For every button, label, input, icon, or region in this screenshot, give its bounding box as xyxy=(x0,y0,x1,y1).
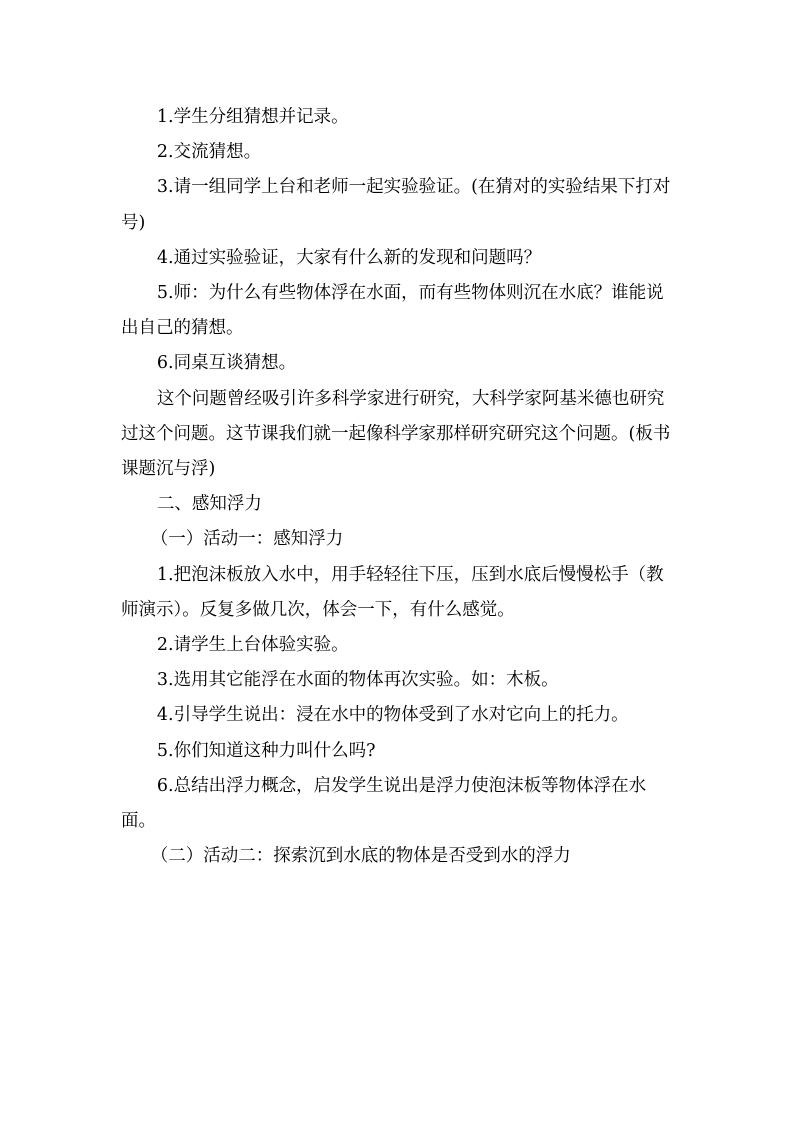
body-text xyxy=(121,100,681,874)
activity-two-heading: （二）活动二：探索沉到水底的物体是否受到水的浮力 xyxy=(150,846,571,867)
paragraph-archimedes: 这个问题曾经吸引许多科学家进行研究，大科学家阿基米德也研究过这个问题。这节课我们就一起像科学家那样研究研究这个问题。(板书课题沉与浮) xyxy=(121,388,671,480)
paragraph-experiment-verify: 3.请一组同学上台和老师一起实验验证。(在猜对的实验结果下打对号) xyxy=(121,177,671,233)
paragraph-share-guess: 2.交流猜想。 xyxy=(156,142,262,163)
section-heading-perceive-buoyancy: 二、感知浮力 xyxy=(156,494,262,515)
paragraph-student-experience: 2.请学生上台体验实验。 xyxy=(156,635,349,656)
paragraph-teacher-question: 5.师：为什么有些物体浮在水面，而有些物体则沉在水底？谁能说出自己的猜想。 xyxy=(121,283,664,339)
paragraph-desk-mate-talk: 6.同桌互谈猜想。 xyxy=(156,353,297,374)
paragraph-buoyancy-concept: 6.总结出浮力概念，启发学生说出是浮力使泡沫板等物体浮在水面。 xyxy=(121,775,647,832)
activity-one-heading: （一）活动一：感知浮力 xyxy=(150,529,344,550)
paragraph-upward-force: 4.引导学生说出：浸在水中的物体受到了水对它向上的托力。 xyxy=(156,705,629,726)
paragraph-new-findings: 4.通过实验验证，大家有什么新的发现和问题吗？ xyxy=(156,247,542,268)
paragraph-force-name: 5.你们知道这种力叫什么吗? xyxy=(156,740,376,761)
paragraph-guess-record: 1.学生分组猜想并记录。 xyxy=(156,107,349,127)
paragraph-foam-board: 1.把泡沫板放入水中，用手轻轻往下压，压到水底后慢慢松手（教师演示）。反复多做几次，体会一下，有什么感觉。 xyxy=(121,564,664,620)
paragraph-other-objects: 3.选用其它能浮在水面的物体再次实验。如：木板。 xyxy=(156,670,559,691)
